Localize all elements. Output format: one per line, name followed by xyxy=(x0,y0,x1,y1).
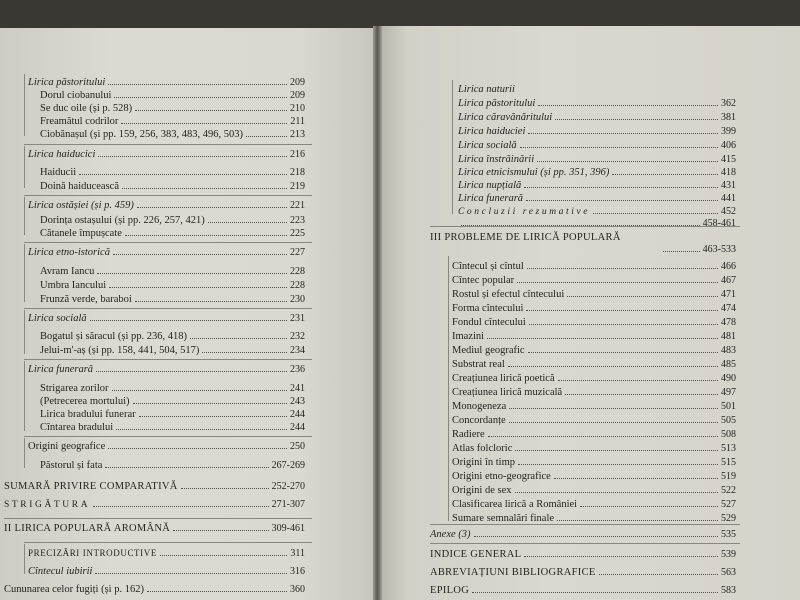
toc-entry-title: Origini geografice xyxy=(28,441,106,452)
dot-leader xyxy=(139,409,287,417)
toc-entry-page-number: 213 xyxy=(290,129,305,140)
toc-entry-page-number: 474 xyxy=(721,303,736,314)
toc-entry-title: Lirica ostășiei (și p. 459) xyxy=(28,200,134,211)
toc-entry-title: Doină haiducească xyxy=(40,181,120,192)
toc-entry xyxy=(452,499,736,511)
toc-entry xyxy=(452,401,736,413)
dot-leader xyxy=(135,294,287,302)
toc-entry xyxy=(452,359,736,371)
toc-entry-page-number: 271-307 xyxy=(271,499,305,510)
toc-entry-page-number: 210 xyxy=(290,103,305,114)
toc-entry-page-number: 241 xyxy=(290,383,305,394)
toc-entry-page-number: 452 xyxy=(721,206,736,217)
toc-entry-title: Anexe (3) xyxy=(430,529,471,540)
toc-entry-page-number: 441 xyxy=(721,193,736,204)
toc-entry-title: Creațiunea lirică poetică xyxy=(452,373,555,384)
toc-entry xyxy=(452,289,736,301)
dot-leader xyxy=(517,275,718,283)
toc-entry-title: Lirica funerară xyxy=(28,364,94,375)
toc-entry xyxy=(28,200,305,212)
dot-leader xyxy=(160,548,287,556)
dot-leader xyxy=(112,383,287,391)
toc-entry xyxy=(40,215,305,227)
toc-entry-title: Cătanele împușcate xyxy=(40,228,122,239)
toc-entry xyxy=(40,294,305,306)
toc-entry xyxy=(430,585,736,597)
toc-entry xyxy=(40,345,305,357)
toc-entry xyxy=(458,167,736,179)
dot-leader xyxy=(612,167,718,175)
dot-leader xyxy=(537,154,718,162)
toc-entry-page-number: 485 xyxy=(721,359,736,370)
toc-entry xyxy=(452,485,736,497)
dot-leader xyxy=(529,317,718,325)
toc-entry-title: Freamătul codrilor xyxy=(40,116,119,127)
toc-entry xyxy=(430,567,736,579)
dot-leader xyxy=(509,415,718,423)
dot-leader xyxy=(208,215,287,223)
toc-entry-title: Umbra Iancului xyxy=(40,280,107,291)
toc-entry-title: Cununarea celor fugiți (și p. 162) xyxy=(4,584,144,595)
toc-entry xyxy=(458,98,736,110)
toc-entry-title: Origini etno-geografice xyxy=(452,471,551,482)
toc-entry xyxy=(458,218,736,230)
toc-entry-page-number: 463-533 xyxy=(702,244,736,255)
toc-entry-page-number: 399 xyxy=(721,126,736,137)
toc-entry xyxy=(4,481,305,493)
toc-entry-page-number: 211 xyxy=(290,116,305,127)
toc-entry xyxy=(4,499,305,511)
dot-leader xyxy=(526,193,718,201)
toc-entry-page-number: 223 xyxy=(290,215,305,226)
toc-entry-title: (Petrecerea mortului) xyxy=(40,396,130,407)
toc-entry-title: Lirica păstoritului xyxy=(28,77,106,88)
toc-entry-title: Lirica haiduciei xyxy=(458,126,526,137)
toc-entry-title: Cîntecul iubirii xyxy=(28,566,93,577)
dot-leader xyxy=(508,359,718,367)
dot-leader xyxy=(147,584,287,592)
toc-entry-title: Lirica funerară xyxy=(458,193,524,204)
toc-entry-title: Bogatul și săracul (și pp. 236, 418) xyxy=(40,331,187,342)
toc-entry-page-number: 497 xyxy=(721,387,736,398)
toc-entry-title: Dorul ciobanului xyxy=(40,90,112,101)
toc-entry-page-number: 309-461 xyxy=(271,523,305,534)
toc-entry xyxy=(452,373,736,385)
toc-entry-title: Concluzii rezumative xyxy=(458,207,591,217)
dot-leader xyxy=(515,485,719,493)
dot-leader xyxy=(113,247,287,255)
dot-leader xyxy=(518,85,733,92)
dot-leader xyxy=(526,303,718,311)
toc-entry-page-number: 360 xyxy=(290,584,305,595)
toc-entry xyxy=(40,422,305,434)
dot-leader xyxy=(108,441,287,449)
dot-leader xyxy=(461,218,700,226)
toc-entry xyxy=(28,149,305,161)
toc-entry xyxy=(430,232,736,244)
toc-entry-title: II LIRICA POPULARĂ AROMÂNĂ xyxy=(4,523,171,534)
toc-entry xyxy=(28,247,305,259)
toc-entry-page-number: 209 xyxy=(290,90,305,101)
toc-entry xyxy=(40,460,305,472)
toc-entry-title: Se duc oile (și p. 528) xyxy=(40,103,133,114)
toc-entry-page-number: 527 xyxy=(721,499,736,510)
toc-entry-page-number: 267-269 xyxy=(271,460,305,471)
toc-entry-title: PRECIZĂRI INTRODUCTIVE xyxy=(28,548,157,558)
dot-leader xyxy=(98,149,287,157)
toc-entry-title: Sumare semnalări finale xyxy=(452,513,555,524)
toc-entry xyxy=(40,266,305,278)
dot-leader xyxy=(474,529,718,537)
dot-leader xyxy=(190,331,287,339)
toc-entry xyxy=(28,364,305,376)
dot-leader xyxy=(79,167,287,175)
toc-entry-page-number: 228 xyxy=(290,266,305,277)
toc-entry-page-number: 466 xyxy=(721,261,736,272)
toc-entry-page-number: 431 xyxy=(721,180,736,191)
dot-leader xyxy=(518,457,718,465)
toc-entry-title: Imazini xyxy=(452,331,485,342)
toc-entry xyxy=(40,383,305,395)
toc-entry xyxy=(458,193,736,205)
toc-entry xyxy=(452,429,736,441)
toc-entry xyxy=(452,261,736,273)
toc-entry xyxy=(28,313,305,325)
dot-leader xyxy=(487,331,718,339)
toc-entry-page-number: 505 xyxy=(721,415,736,426)
toc-entry-title: Cîntec popular xyxy=(452,275,515,286)
toc-entry-page-number: 501 xyxy=(721,401,736,412)
toc-entry-title: Jelui-m'-aș (și pp. 158, 441, 504, 517) xyxy=(40,345,200,356)
toc-entry xyxy=(40,280,305,292)
toc-entry-title: Forma cîntecului xyxy=(452,303,524,314)
toc-entry-page-number: 219 xyxy=(290,181,305,192)
toc-entry-page-number: 535 xyxy=(721,529,736,540)
toc-entry-title: Creațiunea lirică muzicală xyxy=(452,387,563,398)
toc-entry-page-number: 418 xyxy=(721,167,736,178)
toc-entry xyxy=(458,140,736,152)
toc-entry-title: Lirica înstrăinării xyxy=(458,154,535,165)
toc-entry xyxy=(40,90,305,102)
dot-leader xyxy=(121,116,287,124)
toc-entry xyxy=(660,244,736,256)
toc-entry-title: Lirica bradului funerar xyxy=(40,409,136,420)
toc-entry xyxy=(40,103,305,115)
toc-entry xyxy=(40,167,305,179)
toc-entry xyxy=(458,84,736,96)
toc-entry xyxy=(458,112,736,124)
toc-entry xyxy=(4,584,305,596)
toc-entry xyxy=(458,180,736,192)
toc-entry-page-number: 513 xyxy=(721,443,736,454)
toc-entry xyxy=(40,331,305,343)
toc-entry xyxy=(40,396,305,408)
toc-entry-page-number: 232 xyxy=(290,331,305,342)
toc-entry-title: Avram Iancu xyxy=(40,266,95,277)
dot-leader xyxy=(246,129,287,137)
dot-leader xyxy=(90,313,287,321)
toc-entry-page-number: 483 xyxy=(721,345,736,356)
dot-leader xyxy=(663,244,700,252)
toc-entry-page-number: 227 xyxy=(290,247,305,258)
toc-entry-page-number: 381 xyxy=(721,112,736,123)
toc-entry xyxy=(458,154,736,166)
toc-entry-page-number: 458-461 xyxy=(702,218,736,229)
toc-entry-title: Haiducii xyxy=(40,167,77,178)
toc-entry-title: Lirica socială xyxy=(28,313,87,324)
dot-leader xyxy=(105,460,268,468)
toc-entry-title: Strigarea zorilor xyxy=(40,383,109,394)
toc-entry xyxy=(40,129,305,141)
toc-entry-title: EPILOG xyxy=(430,585,470,596)
toc-entry-page-number: 236 xyxy=(290,364,305,375)
toc-entry xyxy=(458,126,736,138)
dot-leader xyxy=(108,77,287,85)
toc-entry-title: Lirica nupțială xyxy=(458,180,522,191)
toc-entry-page-number: 209 xyxy=(290,77,305,88)
dot-leader xyxy=(555,112,718,120)
toc-entry-page-number: 362 xyxy=(721,98,736,109)
toc-entry-page-number: 228 xyxy=(290,280,305,291)
toc-entry xyxy=(40,228,305,240)
dot-leader xyxy=(524,180,718,188)
toc-entry xyxy=(4,523,305,535)
toc-entry-page-number: 519 xyxy=(721,471,736,482)
toc-entry-page-number: 481 xyxy=(721,331,736,342)
toc-entry-page-number: 221 xyxy=(290,200,305,211)
toc-entry xyxy=(28,441,305,453)
toc-entry xyxy=(40,116,305,128)
dot-leader xyxy=(580,499,718,507)
dot-leader xyxy=(554,471,718,479)
toc-entry xyxy=(28,77,305,89)
dot-leader xyxy=(97,266,287,274)
toc-entry-title: Origini de sex xyxy=(452,485,512,496)
toc-entry-title: SUMARĂ PRIVIRE COMPARATIVĂ xyxy=(4,481,178,492)
dot-leader xyxy=(472,585,718,593)
dot-leader xyxy=(135,103,287,111)
dot-leader xyxy=(567,289,718,297)
dot-leader xyxy=(137,200,287,208)
toc-entry-title: Rostul și efectul cîntecului xyxy=(452,289,565,300)
toc-entry-title: ABREVIAȚIUNI BIBLIOGRAFICE xyxy=(430,567,596,578)
toc-entry-page-number: 515 xyxy=(721,457,736,468)
toc-entry-page-number: 225 xyxy=(290,228,305,239)
toc-entry-title: Dorința ostașului (și pp. 226, 257, 421) xyxy=(40,215,205,226)
dot-leader xyxy=(125,228,287,236)
toc-entry-page-number: 250 xyxy=(290,441,305,452)
dot-leader xyxy=(202,345,287,353)
toc-entry-title: Monogeneza xyxy=(452,401,507,412)
toc-entry-page-number: 490 xyxy=(721,373,736,384)
toc-entry-title: Clasificarea lirică a României xyxy=(452,499,578,510)
dot-leader xyxy=(95,566,287,574)
dot-leader xyxy=(173,523,268,531)
toc-entry-title: Mediul geografic xyxy=(452,345,525,356)
toc-entry-title: Radiere xyxy=(452,429,485,440)
toc-entry xyxy=(452,317,736,329)
toc-entry xyxy=(430,549,736,561)
toc-entry xyxy=(40,409,305,421)
dot-leader xyxy=(181,481,269,489)
dot-leader xyxy=(116,422,287,430)
toc-entry-title: INDICE GENERAL xyxy=(430,549,522,560)
toc-entry-title: Frunză verde, baraboi xyxy=(40,294,132,305)
dot-leader xyxy=(527,261,718,269)
toc-entry-page-number: 522 xyxy=(721,485,736,496)
dot-leader xyxy=(599,567,718,575)
toc-entry xyxy=(28,566,305,578)
toc-entry-page-number: 243 xyxy=(290,396,305,407)
toc-entry-page-number: 230 xyxy=(290,294,305,305)
toc-entry-title: Substrat real xyxy=(452,359,505,370)
toc-entry xyxy=(452,415,736,427)
dot-leader xyxy=(509,401,718,409)
dot-leader xyxy=(515,443,718,451)
toc-entry xyxy=(452,275,736,287)
toc-entry-page-number: 316 xyxy=(290,566,305,577)
toc-entry-page-number: 252-270 xyxy=(271,481,305,492)
toc-entry-title: Origini în timp xyxy=(452,457,515,468)
toc-entry-title: Cîntecul și cîntul xyxy=(452,261,524,272)
toc-entry-title: Atlas folcloric xyxy=(452,443,513,454)
toc-entry-title: Ciobănașul (și pp. 159, 256, 383, 483, 496, 503) xyxy=(40,129,243,140)
toc-entry-title: Cîntarea bradului xyxy=(40,422,114,433)
dot-leader xyxy=(565,387,718,395)
dot-leader xyxy=(557,513,718,521)
toc-entry-page-number: 244 xyxy=(290,422,305,433)
dot-leader xyxy=(114,90,287,98)
dot-leader xyxy=(558,373,718,381)
toc-entry-page-number: 563 xyxy=(721,567,736,578)
toc-entry-page-number: 583 xyxy=(721,585,736,596)
toc-entry-page-number: 508 xyxy=(721,429,736,440)
toc-entry xyxy=(452,457,736,469)
toc-entry-title: Lirica etno-istorică xyxy=(28,247,110,258)
dot-leader xyxy=(122,181,287,189)
toc-entry xyxy=(40,181,305,193)
toc-entry-page-number: 471 xyxy=(721,289,736,300)
toc-entry xyxy=(458,206,736,218)
toc-entry-title: Fondul cîntecului xyxy=(452,317,526,328)
dot-leader xyxy=(109,280,287,288)
toc-entry-title: III PROBLEME DE LIRICĂ POPULARĂ xyxy=(430,232,621,243)
toc-entry-title: STRIGĂTURA xyxy=(4,500,91,510)
dot-leader xyxy=(624,233,733,240)
toc-entry xyxy=(452,471,736,483)
toc-entry xyxy=(452,387,736,399)
dot-leader xyxy=(133,396,288,404)
toc-entry xyxy=(430,529,736,541)
toc-entry-page-number: 234 xyxy=(290,345,305,356)
toc-entry-page-number: 311 xyxy=(290,548,305,559)
toc-entry-title: Lirica păstoritului xyxy=(458,98,536,109)
toc-entry-page-number: 406 xyxy=(721,140,736,151)
toc-entry-title: Lirica căravănăritului xyxy=(458,112,553,123)
toc-entry-page-number: 415 xyxy=(721,154,736,165)
dot-leader xyxy=(528,345,718,353)
toc-entry xyxy=(452,443,736,455)
dot-leader xyxy=(520,140,718,148)
toc-entry-page-number: 231 xyxy=(290,313,305,324)
toc-entry-page-number: 539 xyxy=(721,549,736,560)
toc-entry-title: Concordanțe xyxy=(452,415,506,426)
dot-leader xyxy=(538,98,718,106)
dot-leader xyxy=(524,549,718,557)
toc-entry-page-number: 529 xyxy=(721,513,736,524)
toc-entry xyxy=(452,513,736,525)
dot-leader xyxy=(528,126,718,134)
toc-entry xyxy=(28,547,305,560)
toc-entry xyxy=(452,303,736,315)
dot-leader xyxy=(593,206,718,214)
toc-entry-title: Lirica etnicismului (și pp. 351, 396) xyxy=(458,167,610,178)
dot-leader xyxy=(93,499,268,507)
toc-entry xyxy=(452,331,736,343)
toc-entry-title: Lirica naturii xyxy=(458,84,515,95)
toc-entry-page-number: 218 xyxy=(290,167,305,178)
toc-entry-title: Păstorul și fata xyxy=(40,460,103,471)
toc-entry-title: Lirica haiducici xyxy=(28,149,96,160)
dot-leader xyxy=(96,364,287,372)
toc-entry-page-number: 216 xyxy=(290,149,305,160)
toc-entry xyxy=(452,345,736,357)
toc-entry-title: Lirica socială xyxy=(458,140,517,151)
dot-leader xyxy=(488,429,718,437)
toc-entry-page-number: 244 xyxy=(290,409,305,420)
toc-entry-page-number: 467 xyxy=(721,275,736,286)
toc-entry-page-number: 478 xyxy=(721,317,736,328)
